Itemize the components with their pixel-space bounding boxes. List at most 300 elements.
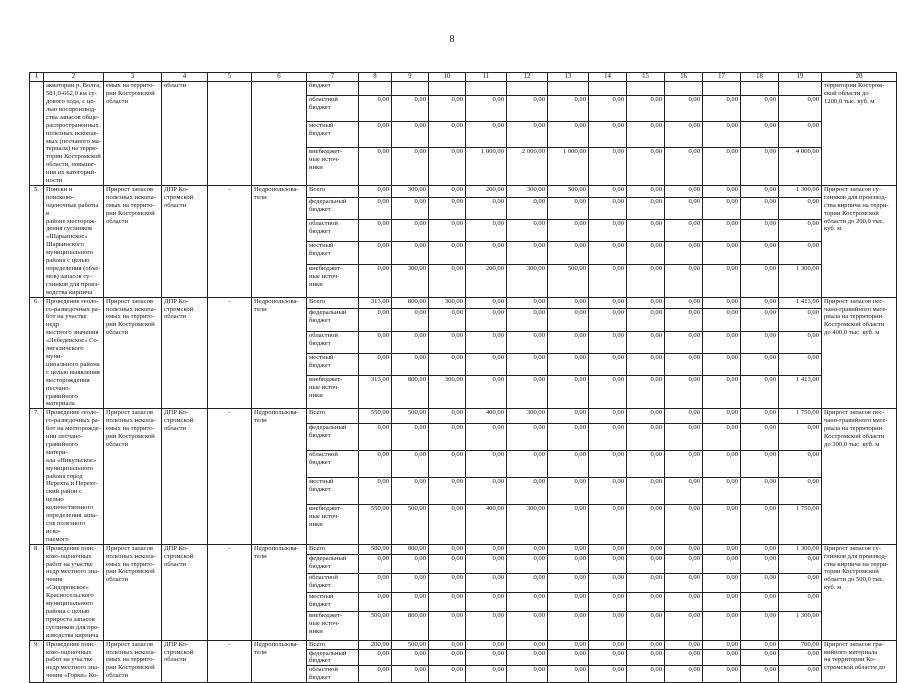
funding-value	[779, 82, 822, 96]
funding-value: 1 750,00	[779, 504, 822, 544]
funding-value: 1 300,00	[779, 185, 822, 197]
funding-value: 0,00	[589, 185, 627, 197]
funding-value: 0,00	[627, 423, 665, 450]
funding-value: 0,00	[589, 264, 627, 297]
table-row	[30, 544, 897, 554]
funding-value: 0,00	[507, 477, 548, 504]
funding-value: 0,00	[392, 331, 429, 353]
funding-value: 500,00	[548, 185, 589, 197]
event-name: Проведение поис- ково-оценочных работ на участке недр местного зна- чения «Сидоровское» Красносельского муниципального района с целью прироста запасов суглинков для про- изводства кирпича	[44, 544, 104, 640]
funding-value: 0,00	[359, 95, 392, 121]
funding-value	[665, 82, 703, 96]
funding-value: 300,00	[507, 185, 548, 197]
column-header: 20	[822, 73, 897, 82]
funding-value: 0,00	[429, 264, 466, 297]
funding-value: 0,00	[548, 242, 589, 264]
funding-value: 0,00	[466, 331, 507, 353]
funding-value: 0,00	[627, 309, 665, 331]
table-row	[30, 185, 897, 197]
funding-value: 0,00	[779, 309, 822, 331]
funding-value: 0,00	[466, 220, 507, 242]
funding-source: Всего	[307, 640, 359, 649]
funding-value: 0,00	[741, 197, 779, 219]
funding-value: 1 413,00	[779, 376, 822, 409]
participants: Недропользова- тели	[252, 297, 307, 409]
funding-source: областной бюджет	[307, 95, 359, 121]
funding-value: 0,00	[703, 197, 741, 219]
funding-value: 0,00	[589, 354, 627, 376]
funding-value: 0,00	[548, 666, 589, 683]
expected-result: емых на террито- рии Костромской области	[104, 82, 162, 186]
funding-value: 0,00	[627, 297, 665, 309]
funding-value: 0,00	[741, 121, 779, 147]
funding-value: 0,00	[392, 354, 429, 376]
funding-value: 300,00	[507, 409, 548, 423]
funding-value: 0,00	[359, 147, 392, 185]
funding-value: 0,00	[589, 121, 627, 147]
funding-value: 0,00	[627, 649, 665, 666]
funding-source: Всего	[307, 185, 359, 197]
funding-value: 0,00	[741, 185, 779, 197]
target-indicator: Прирост запасов пес- чано-гравийного мате- риала на территории Костромской области до 300,0 тыс. куб. м	[822, 409, 897, 544]
funding-value: 550,00	[359, 409, 392, 423]
target-indicator: Прирост запасов гра- вийного материала на территории Ко- стромской области до	[822, 640, 897, 683]
funding-value: 0,00	[548, 640, 589, 649]
funding-value: 0,00	[548, 649, 589, 666]
funding-value: 0,00	[779, 354, 822, 376]
column-header: 11	[466, 73, 507, 82]
funding-value: 0,00	[589, 554, 627, 573]
funding-value: 0,00	[429, 121, 466, 147]
funding-value: 0,00	[359, 554, 392, 573]
funding-value: 0,00	[589, 95, 627, 121]
funding-source: областной бюджет	[307, 666, 359, 683]
row-number: 8.	[30, 544, 44, 640]
funding-value: 0,00	[627, 504, 665, 544]
funding-value: 0,00	[359, 450, 392, 477]
funding-value: 0,00	[359, 242, 392, 264]
funding-value: 300,00	[429, 376, 466, 409]
funding-value: 0,00	[466, 612, 507, 640]
funding-value: 400,00	[466, 409, 507, 423]
funding-value: 0,00	[392, 666, 429, 683]
column-5-value: -	[208, 409, 252, 544]
funding-value: 0,00	[665, 220, 703, 242]
funding-value: 0,00	[466, 423, 507, 450]
funding-value: 0,00	[466, 666, 507, 683]
funding-value: 0,00	[392, 574, 429, 593]
funding-source: внебюджет- ные источ- ники	[307, 264, 359, 297]
funding-value: 0,00	[507, 331, 548, 353]
funding-value: 0,00	[741, 574, 779, 593]
funding-value: 0,00	[507, 544, 548, 554]
row-number: 6.	[30, 297, 44, 409]
funding-value: 0,00	[627, 197, 665, 219]
funding-value: 0,00	[665, 331, 703, 353]
funding-source: областной бюджет	[307, 574, 359, 593]
funding-value: 0,00	[548, 574, 589, 593]
funding-value: 0,00	[741, 309, 779, 331]
funding-source: внебюджет- ные источ- ники	[307, 147, 359, 185]
funding-value	[507, 82, 548, 96]
funding-value: 0,00	[507, 450, 548, 477]
funding-value: 0,00	[429, 544, 466, 554]
funding-value: 0,00	[779, 477, 822, 504]
column-header: 7	[307, 73, 359, 82]
funding-value: 0,00	[665, 554, 703, 573]
funding-value: 0,00	[548, 450, 589, 477]
funding-value: 0,00	[359, 121, 392, 147]
table-row	[30, 297, 897, 309]
funding-value: 0,00	[779, 242, 822, 264]
column-header: 8	[359, 73, 392, 82]
funding-value: 0,00	[466, 574, 507, 593]
funding-value: 0,00	[703, 504, 741, 544]
funding-source: федеральный бюджет	[307, 197, 359, 219]
funding-value: 0,00	[665, 297, 703, 309]
funding-value: 0,00	[466, 450, 507, 477]
funding-source: Всего	[307, 297, 359, 309]
funding-value: 550,00	[359, 504, 392, 544]
funding-value: 0,00	[741, 220, 779, 242]
funding-value: 0,00	[429, 640, 466, 649]
funding-value: 0,00	[703, 95, 741, 121]
funding-value: 0,00	[359, 423, 392, 450]
funding-value: 0,00	[741, 504, 779, 544]
funding-value: 0,00	[392, 147, 429, 185]
funding-value: 0,00	[589, 409, 627, 423]
funding-value: 0,00	[507, 612, 548, 640]
funding-value: 0,00	[627, 331, 665, 353]
funding-source: местный бюджет	[307, 354, 359, 376]
funding-value: 0,00	[507, 220, 548, 242]
funding-value: 0,00	[507, 121, 548, 147]
funding-value: 800,00	[392, 297, 429, 309]
funding-value: 1 300,00	[779, 612, 822, 640]
funding-source: местный бюджет	[307, 593, 359, 612]
funding-value: 0,00	[665, 264, 703, 297]
participants: Недропользова- тели	[252, 409, 307, 544]
funding-value: 0,00	[627, 185, 665, 197]
funding-value: 0,00	[703, 309, 741, 331]
funding-value: 0,00	[703, 612, 741, 640]
funding-value: 2 000,00	[507, 147, 548, 185]
funding-value: 0,00	[548, 409, 589, 423]
funding-value	[466, 82, 507, 96]
participants: Недропользова- тели	[252, 640, 307, 683]
funding-value: 0,00	[703, 185, 741, 197]
table-row	[30, 409, 897, 423]
funding-source: внебюджет- ные источ- ники	[307, 376, 359, 409]
executor: ДПР Ко- стромской области	[162, 297, 208, 409]
funding-value: 0,00	[429, 593, 466, 612]
expected-result: Прирост запасов полезных ископа- емых на террито- рии Костромской области	[104, 409, 162, 544]
column-header: 18	[741, 73, 779, 82]
funding-value: 0,00	[392, 197, 429, 219]
funding-value: 0,00	[779, 593, 822, 612]
funding-value: 0,00	[741, 147, 779, 185]
funding-value	[703, 82, 741, 96]
table-header	[30, 73, 897, 82]
table-body	[30, 82, 897, 683]
funding-value: 0,00	[741, 376, 779, 409]
funding-value: 0,00	[429, 504, 466, 544]
funding-value: 0,00	[548, 423, 589, 450]
funding-value: 0,00	[589, 504, 627, 544]
funding-value: 0,00	[589, 197, 627, 219]
funding-value: 0,00	[359, 649, 392, 666]
page-number: 8	[449, 34, 455, 45]
funding-value: 0,00	[429, 147, 466, 185]
funding-value: 0,00	[665, 242, 703, 264]
funding-value: 1 413,00	[779, 297, 822, 309]
funding-value: 0,00	[507, 593, 548, 612]
funding-value: 0,00	[507, 640, 548, 649]
funding-value: 0,00	[703, 666, 741, 683]
funding-value: 0,00	[665, 612, 703, 640]
funding-value: 0,00	[627, 147, 665, 185]
funding-value: 0,00	[779, 554, 822, 573]
funding-value: 0,00	[741, 477, 779, 504]
funding-value: 0,00	[703, 640, 741, 649]
funding-value: 0,00	[466, 197, 507, 219]
funding-value: 0,00	[507, 649, 548, 666]
funding-value: 0,00	[741, 423, 779, 450]
participants	[252, 82, 307, 186]
program-table	[29, 72, 897, 683]
funding-value: 0,00	[741, 95, 779, 121]
funding-value: 0,00	[703, 544, 741, 554]
funding-value: 0,00	[703, 649, 741, 666]
funding-value: 0,00	[466, 544, 507, 554]
funding-value: 0,00	[359, 477, 392, 504]
funding-value: 0,00	[589, 147, 627, 185]
row-number: 7.	[30, 409, 44, 544]
funding-value: 0,00	[703, 423, 741, 450]
column-header: 12	[507, 73, 548, 82]
funding-value: 0,00	[665, 574, 703, 593]
table-row	[30, 82, 897, 96]
funding-value: 0,00	[429, 477, 466, 504]
funding-value: 0,00	[703, 554, 741, 573]
column-header: 16	[665, 73, 703, 82]
funding-value: 0,00	[429, 612, 466, 640]
funding-source: федеральный бюджет	[307, 649, 359, 666]
funding-value: 0,00	[507, 554, 548, 573]
funding-value: 0,00	[627, 354, 665, 376]
funding-source: местный бюджет	[307, 477, 359, 504]
funding-value: 1 750,00	[779, 409, 822, 423]
funding-value: 0,00	[779, 574, 822, 593]
funding-value: 300,00	[392, 185, 429, 197]
funding-value: 0,00	[429, 354, 466, 376]
expected-result: Прирост запасов полезных ископа- емых на террито- рии Костромской области	[104, 640, 162, 683]
funding-value: 0,00	[548, 297, 589, 309]
funding-value: 0,00	[627, 376, 665, 409]
funding-value: 0,00	[429, 95, 466, 121]
funding-value: 0,00	[548, 331, 589, 353]
funding-value: 0,00	[589, 297, 627, 309]
funding-value: 0,00	[589, 376, 627, 409]
funding-source: федеральный бюджет	[307, 309, 359, 331]
funding-source: Всего	[307, 409, 359, 423]
funding-value: 0,00	[779, 220, 822, 242]
funding-value: 0,00	[589, 574, 627, 593]
funding-value: 0,00	[429, 197, 466, 219]
executor: области	[162, 82, 208, 186]
funding-value: 0,00	[665, 197, 703, 219]
funding-value: 0,00	[589, 649, 627, 666]
funding-source: федеральный бюджет	[307, 554, 359, 573]
executor: ДПР Ко- стромской области	[162, 409, 208, 544]
column-header: 3	[104, 73, 162, 82]
funding-value: 800,00	[392, 376, 429, 409]
funding-value: 500,00	[392, 504, 429, 544]
column-header: 10	[429, 73, 466, 82]
funding-value: 0,00	[703, 220, 741, 242]
funding-value: 0,00	[507, 574, 548, 593]
funding-value: 0,00	[741, 264, 779, 297]
funding-value: 0,00	[466, 640, 507, 649]
event-name: акватории р. Волга, 581,0-662,0 км су- дового хода, с це- лью воспроизвод- ства запасов обще- распространенных полезных ископае- мых (песчаного ма- териала) на терри- тории Костромской области, повыше- ния их категорий- ности	[44, 82, 104, 186]
column-header: 17	[703, 73, 741, 82]
funding-value: 700,00	[779, 640, 822, 649]
funding-value: 0,00	[392, 95, 429, 121]
funding-value: 0,00	[779, 666, 822, 683]
funding-value: 0,00	[548, 354, 589, 376]
funding-value: 0,00	[703, 264, 741, 297]
funding-value: 500,00	[392, 640, 429, 649]
funding-value: 0,00	[703, 354, 741, 376]
funding-value: 0,00	[589, 640, 627, 649]
executor: ДПР Ко- стромской области	[162, 185, 208, 297]
funding-value	[741, 82, 779, 96]
funding-value: 0,00	[665, 121, 703, 147]
funding-value: 0,00	[359, 354, 392, 376]
funding-value: 0,00	[741, 544, 779, 554]
funding-value: 0,00	[627, 593, 665, 612]
funding-value: 0,00	[703, 593, 741, 612]
funding-value: 0,00	[703, 574, 741, 593]
funding-value: 0,00	[429, 554, 466, 573]
funding-value: 300,00	[507, 264, 548, 297]
column-5-value: -	[208, 640, 252, 683]
funding-value: 0,00	[665, 450, 703, 477]
funding-value: 0,00	[589, 477, 627, 504]
funding-value: 1 000,00	[466, 147, 507, 185]
funding-value: 0,00	[741, 450, 779, 477]
funding-value: 0,00	[627, 544, 665, 554]
column-header: 19	[779, 73, 822, 82]
funding-value: 0,00	[627, 220, 665, 242]
funding-value: 0,00	[665, 504, 703, 544]
funding-value: 0,00	[741, 354, 779, 376]
funding-value: 0,00	[466, 649, 507, 666]
funding-value: 0,00	[392, 242, 429, 264]
funding-value: 0,00	[466, 242, 507, 264]
funding-value: 0,00	[429, 242, 466, 264]
funding-value: 500,00	[548, 264, 589, 297]
funding-value: 0,00	[703, 331, 741, 353]
row-number: 5.	[30, 185, 44, 297]
funding-value: 0,00	[589, 612, 627, 640]
funding-value: 0,00	[548, 121, 589, 147]
column-header: 2	[44, 73, 104, 82]
funding-value: 0,00	[359, 197, 392, 219]
funding-value: 0,00	[703, 409, 741, 423]
funding-value: 800,00	[392, 544, 429, 554]
funding-value: 0,00	[779, 331, 822, 353]
funding-value: 0,00	[507, 197, 548, 219]
funding-value: 0,00	[392, 477, 429, 504]
funding-value: 0,00	[429, 185, 466, 197]
funding-value: 0,00	[548, 504, 589, 544]
funding-value: 0,00	[665, 477, 703, 504]
funding-value: 0,00	[589, 544, 627, 554]
funding-value: 0,00	[466, 554, 507, 573]
funding-value: 200,00	[359, 640, 392, 649]
funding-value: 300,00	[507, 504, 548, 544]
funding-value: 0,00	[627, 409, 665, 423]
executor: ДПР Ко- стромской области	[162, 640, 208, 683]
expected-result: Прирост запасов полезных ископа- емых на террито- рии Костромской области	[104, 297, 162, 409]
funding-source: областной бюджет	[307, 450, 359, 477]
funding-value: 0,00	[665, 409, 703, 423]
funding-value: 0,00	[466, 376, 507, 409]
funding-value: 0,00	[429, 666, 466, 683]
funding-value: 0,00	[665, 376, 703, 409]
column-header: 13	[548, 73, 589, 82]
funding-value: 0,00	[703, 147, 741, 185]
event-name: Поиски и поисково- оценочные работы в районе месторож- дения суглинков «Шарьинское» Шарьинского муниципального района с целью определения (объе- мов) запасов су- глинков для произ- водства кирпича	[44, 185, 104, 297]
target-indicator: территории Костром- ской области до 1200,0 тыс. куб. м	[822, 82, 897, 186]
funding-value: 0,00	[392, 220, 429, 242]
expected-result: Прирост запасов полезных ископа- емых на террито- рии Костромской области	[104, 544, 162, 640]
funding-value: 0,00	[741, 554, 779, 573]
funding-value: 500,00	[359, 612, 392, 640]
funding-value: 0,00	[779, 649, 822, 666]
funding-value: 1 300,00	[779, 544, 822, 554]
funding-value: 0,00	[429, 331, 466, 353]
funding-value: 200,00	[466, 185, 507, 197]
funding-value: 0,00	[665, 649, 703, 666]
funding-value: 0,00	[589, 242, 627, 264]
funding-source: Всего	[307, 544, 359, 554]
funding-value: 0,00	[548, 593, 589, 612]
funding-value: 0,00	[359, 309, 392, 331]
funding-value: 0,00	[741, 649, 779, 666]
column-header: 14	[589, 73, 627, 82]
funding-value: 0,00	[627, 612, 665, 640]
funding-value: 0,00	[548, 477, 589, 504]
funding-value: 300,00	[429, 297, 466, 309]
funding-value: 0,00	[665, 640, 703, 649]
column-header: 5	[208, 73, 252, 82]
funding-value: 0,00	[589, 450, 627, 477]
funding-value: 0,00	[779, 450, 822, 477]
funding-value: 0,00	[703, 477, 741, 504]
funding-value: 400,00	[466, 504, 507, 544]
funding-value: 0,00	[392, 649, 429, 666]
funding-value: 0,00	[359, 331, 392, 353]
funding-value: 0,00	[627, 242, 665, 264]
funding-value: 0,00	[507, 309, 548, 331]
funding-value: 0,00	[429, 409, 466, 423]
column-header: 1	[30, 73, 44, 82]
funding-value: 0,00	[589, 331, 627, 353]
funding-value: 0,00	[429, 423, 466, 450]
funding-value: 0,00	[466, 593, 507, 612]
